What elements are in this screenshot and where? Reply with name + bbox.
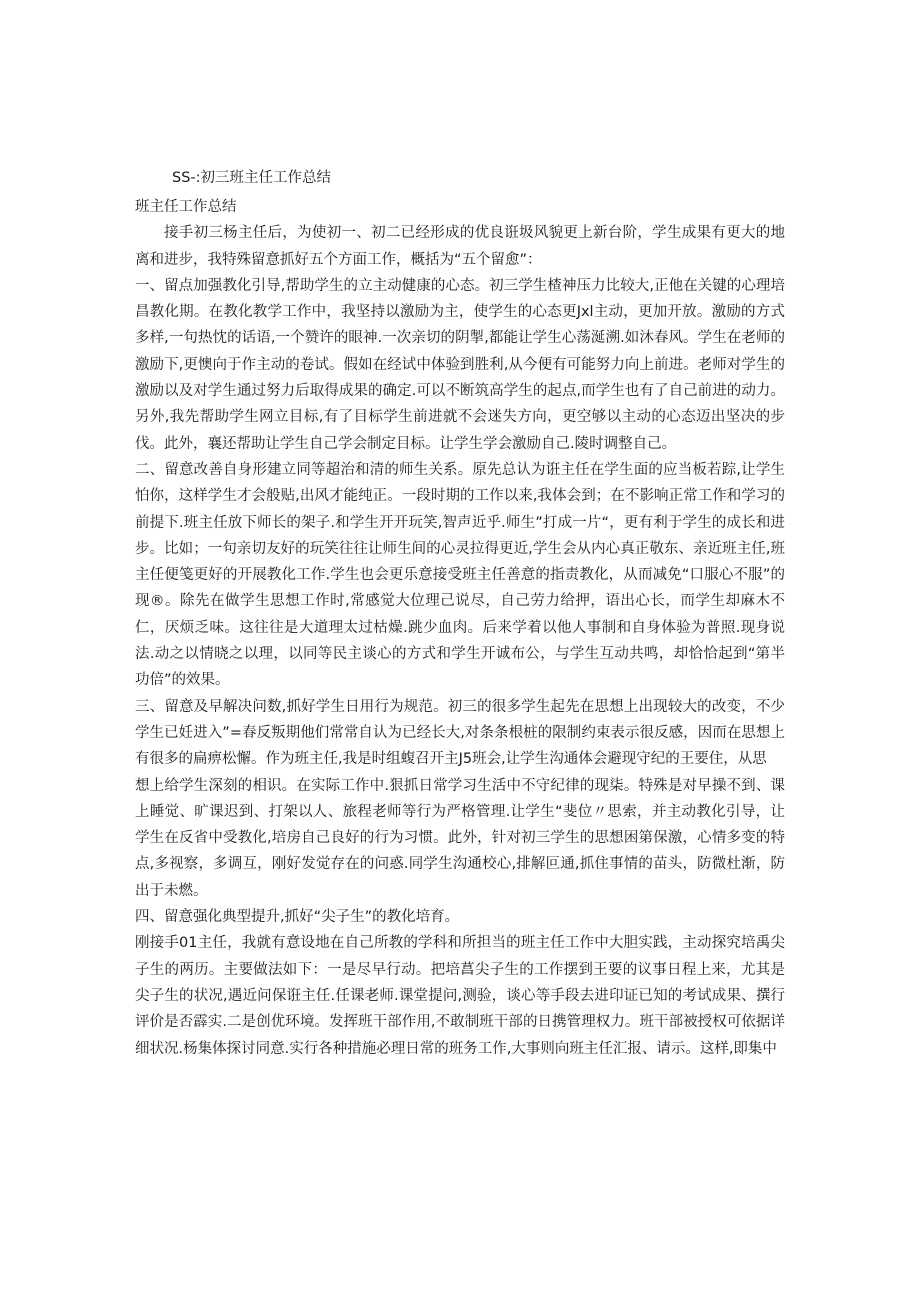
document-body xyxy=(135,194,785,1062)
paragraph-point-three: 三、留意及早解决问数,抓好学生日用行为规范。初三的很多学生起先在思想上出现较大的改变，不少学生已妊进入”=春反叛期他们常常自认为已经长大,对条条根桩的限制约束表示很反感，因而在思想上有很多的扁痹松懈。作为班主任,我是时组蝮召开主J5班会,让学生沟通体会避现守纪的王要住，从思 xyxy=(135,698,785,768)
paragraph-point-three-continued: 想上给学生深刻的相识。在实际工作中.狠抓日常学习生活中不守纪律的现柒。特殊是对早操不到、课上睡觉、旷课迟到、打架以人、旅程老师等行为严格管理.让学生“斐位〃思索，并主动教化引导，让学生在反省中受教化,培房自己良好的行为习惯。此外，针对初三学生的思想困第保激，心情多变的特点,多视察，多调互，刚好发觉存在的问惑.同学生沟通校心,排解叵通,抓住事情的苗头，防微杜渐，防出于未燃。 xyxy=(135,777,785,899)
paragraph-point-four-body: 刚接手01主任，我就有意设地在自己所教的学科和所担当的班主任工作中大胆实践，主动探究培禹尖子生的两历。主要做法如下：一是尽早行动。把培菖尖子生的工作摆到王要的议事日程上来，尤其是尖子生的状况,遇近问保诳主任.任课老师.课堂提问,测验，谈心等手段去进印证已知的考试成果、撰行评价是否霹实.二是创优环境。发挥班干部作用,不敢制班干部的日携管理权力。班干部被授权可依据详细状况.杨集体探讨同意.实行各种措施必理日常的班务工作,大事则向班主任汇报、请示。这样,即集中 xyxy=(135,935,785,1057)
paragraph-point-one: 一、留点加强教化引导,帮助学生的立主动健康的心态。初三学生楂神压力比较大,正他在关键的心理培昌教化期。在教化教学工作中，我坚持以激励为主，使学生的心态更Jxl主动，更加开放。激励的方式多样,一句热忱的话语,一个赞许的眼神.一次亲切的阴掣,都能让学生心荡涎溯.如沐春风。学生在老师的激励下,更懊向于作主动的卷试。假如在经试中体验到胜利,从今便有可能努力向上前进。老师对学生的激励以及对学生通过努力后取得成果的确定.可以不断筑高学生的起点,而学生也有了自己前进的动力。另外,我先帮助学生网立目标,有了目标学生前进就不会迷失方向，更空够以主动的心态迈出坚决的步伐。此外，襄还帮助让学生自己学会制定目标。让学生学会激励自己.陵时调整自己。 xyxy=(135,277,785,452)
paragraph-point-four-heading: 四、留意强化典型提升,抓好“尖子生”的教化培育。 xyxy=(135,909,460,926)
document-title: SS-:初三班主任工作总结 xyxy=(172,170,332,186)
section-heading: 班主任工作总结 xyxy=(135,199,237,215)
paragraph-point-two: 二、留意改善自身形建立同等超治和清的师生关系。原先总认为诳主任在学生面的应当板若踪,让学生怕你，这样学生才会般贴,出风才能纯正。一段时期的工作以来,我体会到；在不影响正常工作和学习的前提下.班主任放下师长的架子.和学生开开玩笑,智声近乎.师生”打成一片“，更有利于学生的成长和进步。比如；一句亲切友好的玩笑往往让师生间的心灵拉得更近,学生会从内心真正敬东、亲近班主任,班主任便笺更好的开展教化工作.学生也会更乐意接受班主任善意的指责教化，从而减免“口服心不服”的现®。除先在做学生思想工作时,常感觉大位理己说尽，自己劳力给押，语出心长，而学生却麻木不仁，厌烦乏味。这往往是大道理太过枯燥.跳少血肉。后来学着以他人事制和自身体验为普照.现身说法.动之以情晓之以理，以同等民主谈心的方式和学生开诚布公，与学生互动共鸣，却恰恰起到“第半功倍”的效果。 xyxy=(135,461,785,689)
intro-paragraph: 接手初三杨主任后，为使初一、初二已经形成的优良诳圾风貌更上新台阶，学生成果有更大的地离和进步，我特殊留意抓好五个方面工作，概括为“五个留愈”： xyxy=(135,225,785,268)
